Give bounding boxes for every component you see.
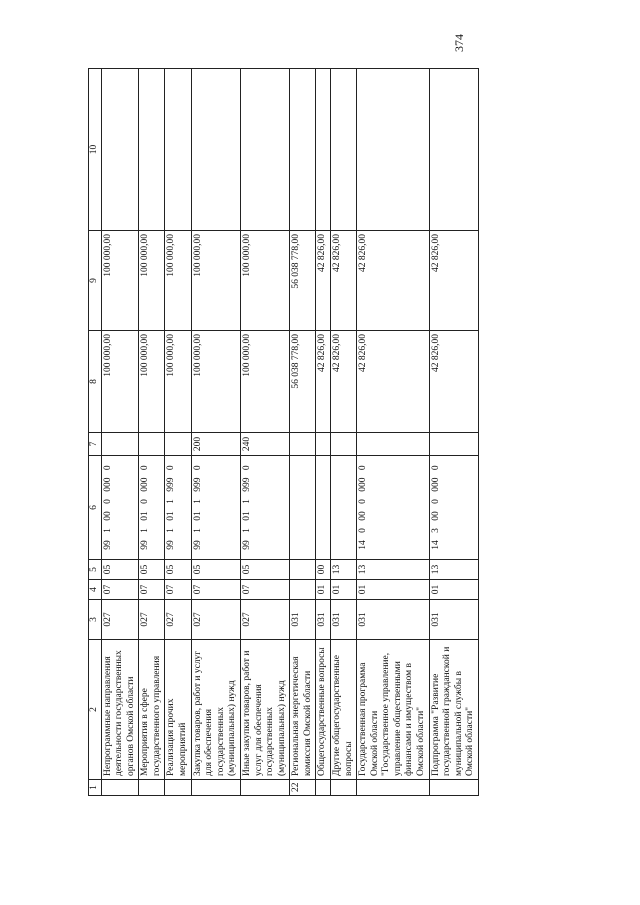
- amount-col10: [290, 69, 316, 231]
- table-row: [429, 69, 478, 796]
- section-code: 01: [330, 580, 356, 600]
- expense-name: Региональная энергетическая комиссия Омской области: [290, 640, 316, 780]
- column-number: 7: [89, 433, 102, 456]
- expense-name: Реализация прочих мероприятий: [165, 640, 191, 780]
- expense-name: Непрограммные направления деятельности государственных органов Омской области: [101, 640, 139, 780]
- row-number: 22: [290, 780, 316, 796]
- expense-type-code: [316, 433, 331, 456]
- section-code: 07: [139, 580, 165, 600]
- subsection-code: 05: [165, 560, 191, 580]
- table-row: [101, 69, 139, 796]
- amount-total: 100 000,00: [101, 331, 139, 433]
- expense-type-code: [101, 433, 139, 456]
- target-article-code: 14 0 00 0 000 0: [357, 456, 429, 560]
- section-code: 01: [429, 580, 478, 600]
- amount-total: 56 038 778,00: [290, 331, 316, 433]
- row-number: [240, 780, 289, 796]
- budget-table: [88, 68, 479, 796]
- target-article-code: 14 3 00 0 000 0: [429, 456, 478, 560]
- row-number: [316, 780, 331, 796]
- amount-total: 42 826,00: [357, 331, 429, 433]
- subsection-code: 05: [101, 560, 139, 580]
- subsection-code: 05: [139, 560, 165, 580]
- amount-total: 100 000,00: [191, 331, 240, 433]
- column-number: 3: [89, 600, 102, 640]
- column-number: 5: [89, 560, 102, 580]
- budget-table-container: [88, 69, 497, 796]
- table-row: [139, 69, 165, 796]
- expense-name: Закупка товаров, работ и услуг для обеспечения государственных (муниципальных) нужд: [191, 640, 240, 780]
- column-number: 8: [89, 331, 102, 433]
- amount-col10: [165, 69, 191, 231]
- section-code: 01: [357, 580, 429, 600]
- amount-col10: [330, 69, 356, 231]
- table-row: [240, 69, 289, 796]
- amount-col9: 100 000,00: [101, 231, 139, 331]
- row-number: [165, 780, 191, 796]
- row-number: [330, 780, 356, 796]
- amount-col9: 42 826,00: [357, 231, 429, 331]
- expense-type-code: [139, 433, 165, 456]
- amount-col10: [240, 69, 289, 231]
- table-row: [165, 69, 191, 796]
- row-number: [357, 780, 429, 796]
- ministry-code: 027: [139, 600, 165, 640]
- column-numbers-row: [89, 69, 102, 796]
- target-article-code: 99 1 01 0 000 0: [139, 456, 165, 560]
- expense-type-code: 240: [240, 433, 289, 456]
- amount-col9: 100 000,00: [165, 231, 191, 331]
- subsection-code: 13: [357, 560, 429, 580]
- column-number: 9: [89, 231, 102, 331]
- page-number: 374: [452, 34, 466, 52]
- row-number: [139, 780, 165, 796]
- column-number: 2: [89, 640, 102, 780]
- target-article-code: [330, 456, 356, 560]
- amount-col9: 42 826,00: [316, 231, 331, 331]
- amount-col10: [357, 69, 429, 231]
- expense-type-code: [357, 433, 429, 456]
- subsection-code: 05: [191, 560, 240, 580]
- amount-col9: 42 826,00: [330, 231, 356, 331]
- expense-name: Иные закупки товаров, работ и услуг для обеспечения государственных (муниципальных) нужд: [240, 640, 289, 780]
- amount-col9: 100 000,00: [139, 231, 165, 331]
- column-number: 6: [89, 456, 102, 560]
- target-article-code: [316, 456, 331, 560]
- expense-type-code: [330, 433, 356, 456]
- amount-col9: 100 000,00: [191, 231, 240, 331]
- amount-total: 100 000,00: [165, 331, 191, 433]
- ministry-code: 031: [357, 600, 429, 640]
- expense-type-code: [165, 433, 191, 456]
- subsection-code: 13: [429, 560, 478, 580]
- subsection-code: 05: [240, 560, 289, 580]
- amount-total: 42 826,00: [429, 331, 478, 433]
- amount-col10: [429, 69, 478, 231]
- expense-name: Общегосударственные вопросы: [316, 640, 331, 780]
- target-article-code: [290, 456, 316, 560]
- column-number: 10: [89, 69, 102, 231]
- section-code: [290, 580, 316, 600]
- target-article-code: 99 1 01 1 999 0: [191, 456, 240, 560]
- ministry-code: 031: [290, 600, 316, 640]
- amount-col10: [101, 69, 139, 231]
- section-code: 01: [316, 580, 331, 600]
- column-number: 4: [89, 580, 102, 600]
- row-number: [191, 780, 240, 796]
- amount-total: 100 000,00: [139, 331, 165, 433]
- amount-total: 100 000,00: [240, 331, 289, 433]
- subsection-code: 00: [316, 560, 331, 580]
- expense-type-code: 200: [191, 433, 240, 456]
- amount-total: 42 826,00: [316, 331, 331, 433]
- amount-col9: 56 038 778,00: [290, 231, 316, 331]
- ministry-code: 031: [316, 600, 331, 640]
- row-number: [101, 780, 139, 796]
- table-row: [316, 69, 331, 796]
- expense-type-code: [429, 433, 478, 456]
- subsection-code: 13: [330, 560, 356, 580]
- expense-type-code: [290, 433, 316, 456]
- ministry-code: 031: [429, 600, 478, 640]
- ministry-code: 027: [101, 600, 139, 640]
- ministry-code: 027: [191, 600, 240, 640]
- section-code: 07: [240, 580, 289, 600]
- target-article-code: 99 1 01 1 999 0: [240, 456, 289, 560]
- column-number: 1: [89, 780, 102, 796]
- expense-name: Подпрограмма "Развитие государственной гражданской и муниципальной службы в Омской области": [429, 640, 478, 780]
- table-row: [191, 69, 240, 796]
- subsection-code: [290, 560, 316, 580]
- amount-col9: 100 000,00: [240, 231, 289, 331]
- expense-name: Другие общегосударственные вопросы: [330, 640, 356, 780]
- amount-col9: 42 826,00: [429, 231, 478, 331]
- ministry-code: 031: [330, 600, 356, 640]
- section-code: 07: [165, 580, 191, 600]
- section-code: 07: [191, 580, 240, 600]
- table-row: [330, 69, 356, 796]
- amount-col10: [316, 69, 331, 231]
- ministry-code: 027: [165, 600, 191, 640]
- table-row: [357, 69, 429, 796]
- amount-col10: [191, 69, 240, 231]
- section-code: 07: [101, 580, 139, 600]
- row-number: [429, 780, 478, 796]
- ministry-code: 027: [240, 600, 289, 640]
- table-row: [290, 69, 316, 796]
- expense-name: Государственная программа Омской области "Государственное управление, управление общественными финансами и имуществом в Омской области": [357, 640, 429, 780]
- expense-name: Мероприятия в сфере государственного управления: [139, 640, 165, 780]
- target-article-code: 99 1 00 0 000 0: [101, 456, 139, 560]
- amount-total: 42 826,00: [330, 331, 356, 433]
- target-article-code: 99 1 01 1 999 0: [165, 456, 191, 560]
- amount-col10: [139, 69, 165, 231]
